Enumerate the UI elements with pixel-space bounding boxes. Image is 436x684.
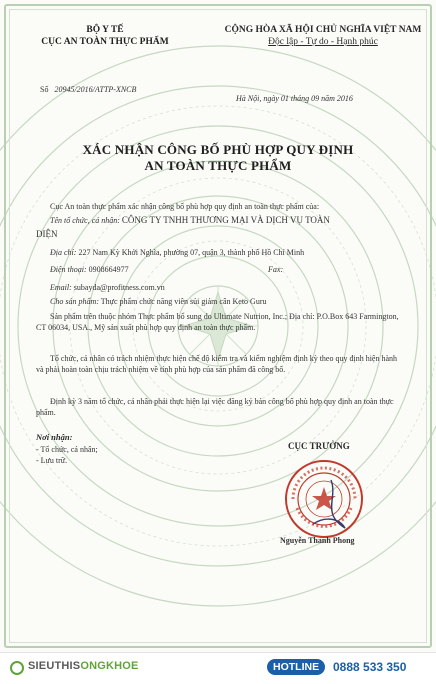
fax-label: Fax: — [268, 265, 284, 274]
hotline-badge[interactable]: HOTLINE — [267, 659, 325, 675]
address-label: Địa chỉ: — [50, 248, 77, 257]
official-seal-stamp — [283, 458, 365, 540]
organization-label: Tên tổ chức, cá nhân: — [50, 216, 120, 225]
country-name: CỘNG HÒA XÃ HỘI CHỦ NGHĨA VIỆT NAM — [224, 25, 422, 35]
department-name: CỤC AN TOÀN THỰC PHẨM — [41, 37, 169, 47]
national-header — [210, 24, 436, 48]
recipient-item: - Tổ chức, cá nhân; — [36, 445, 98, 454]
title-line-1: XÁC NHẬN CÔNG BỐ PHÙ HỢP QUY ĐỊNH — [82, 142, 354, 157]
brand-name[interactable] — [28, 660, 139, 672]
paragraph-renewal: Định kỳ 3 năm tổ chức, cá nhân phải thực hiện lại việc đăng ký bản công bố phù hợp quy định an toàn thực phẩm. — [36, 397, 394, 417]
address-line — [50, 247, 304, 258]
email-line — [50, 282, 165, 293]
email-label: Email: — [50, 283, 72, 292]
document-title — [0, 142, 436, 174]
hotline-number-link[interactable]: 0888 533 350 — [333, 660, 407, 674]
site-footer-bar — [0, 652, 436, 684]
brand-name-part-1: SIEUTHIS — [28, 660, 81, 672]
organization-name: CÔNG TY TNHH THƯƠNG MẠI VÀ DỊCH VỤ TOÀN — [121, 215, 330, 225]
organization-line — [50, 215, 330, 226]
brand-logo-icon — [10, 661, 24, 675]
issuer-block — [0, 24, 210, 48]
organization-name-cont: DIỆN — [36, 229, 58, 239]
intro-text: Cục An toàn thực phẩm xác nhận công bố phù hợp quy định an toàn thực phẩm của: — [50, 202, 320, 211]
paragraph-manufacturer: Sản phẩm trên thuộc nhóm Thực phẩm bổ sung do Ultimate Nutrion, Inc.; Địa chỉ: P.O.Box 643 Farmington, CT 06034, USA., Mỹ sản xuất phù hợp quy định an toàn thực phẩm. — [36, 312, 399, 332]
document-number-label: Số — [40, 85, 49, 94]
recipient-item: - Lưu trữ. — [36, 456, 68, 465]
issue-date: Hà Nội, ngày 01 tháng 09 năm 2016 — [236, 94, 353, 103]
signer-title: CỤC TRƯỞNG — [288, 441, 350, 451]
address-value: 227 Nam Kỳ Khởi Nghĩa, phường 07, quận 3, thành phố Hồ Chí Minh — [78, 248, 305, 257]
brand-name-part-2: ONGKHOE — [80, 660, 139, 672]
phone-value: 0908664977 — [88, 265, 129, 274]
paragraph-responsibility: Tổ chức, cá nhân có trách nhiệm thực hiện chế độ kiểm tra và kiểm nghiệm định kỳ theo quy định hiện hành và phải hoàn toàn chịu trách nhiệm về tính phù hợp của sản phẩm đã công bố. — [36, 354, 398, 374]
signer-name: Nguyễn Thanh Phong — [280, 536, 355, 545]
product-line — [50, 296, 266, 307]
recipients-label: Nơi nhận: — [36, 432, 73, 442]
ministry-name: BỘ Y TẾ — [86, 25, 124, 35]
national-motto: Độc lập - Tự do - Hạnh phúc — [268, 37, 378, 47]
email-value: subayda@profitness.com.vn — [73, 283, 165, 292]
product-value: Thực phẩm chức năng viên sủi giảm cân Keto Guru — [100, 297, 267, 306]
title-line-2: AN TOÀN THỰC PHẨM — [144, 158, 292, 173]
phone-label: Điện thoại: — [50, 265, 87, 274]
document-number — [40, 85, 136, 94]
phone-line — [50, 264, 129, 275]
document-number-value: 20945/2016/ATTP-XNCB — [54, 85, 137, 94]
product-label: Cho sản phẩm: — [50, 297, 99, 306]
